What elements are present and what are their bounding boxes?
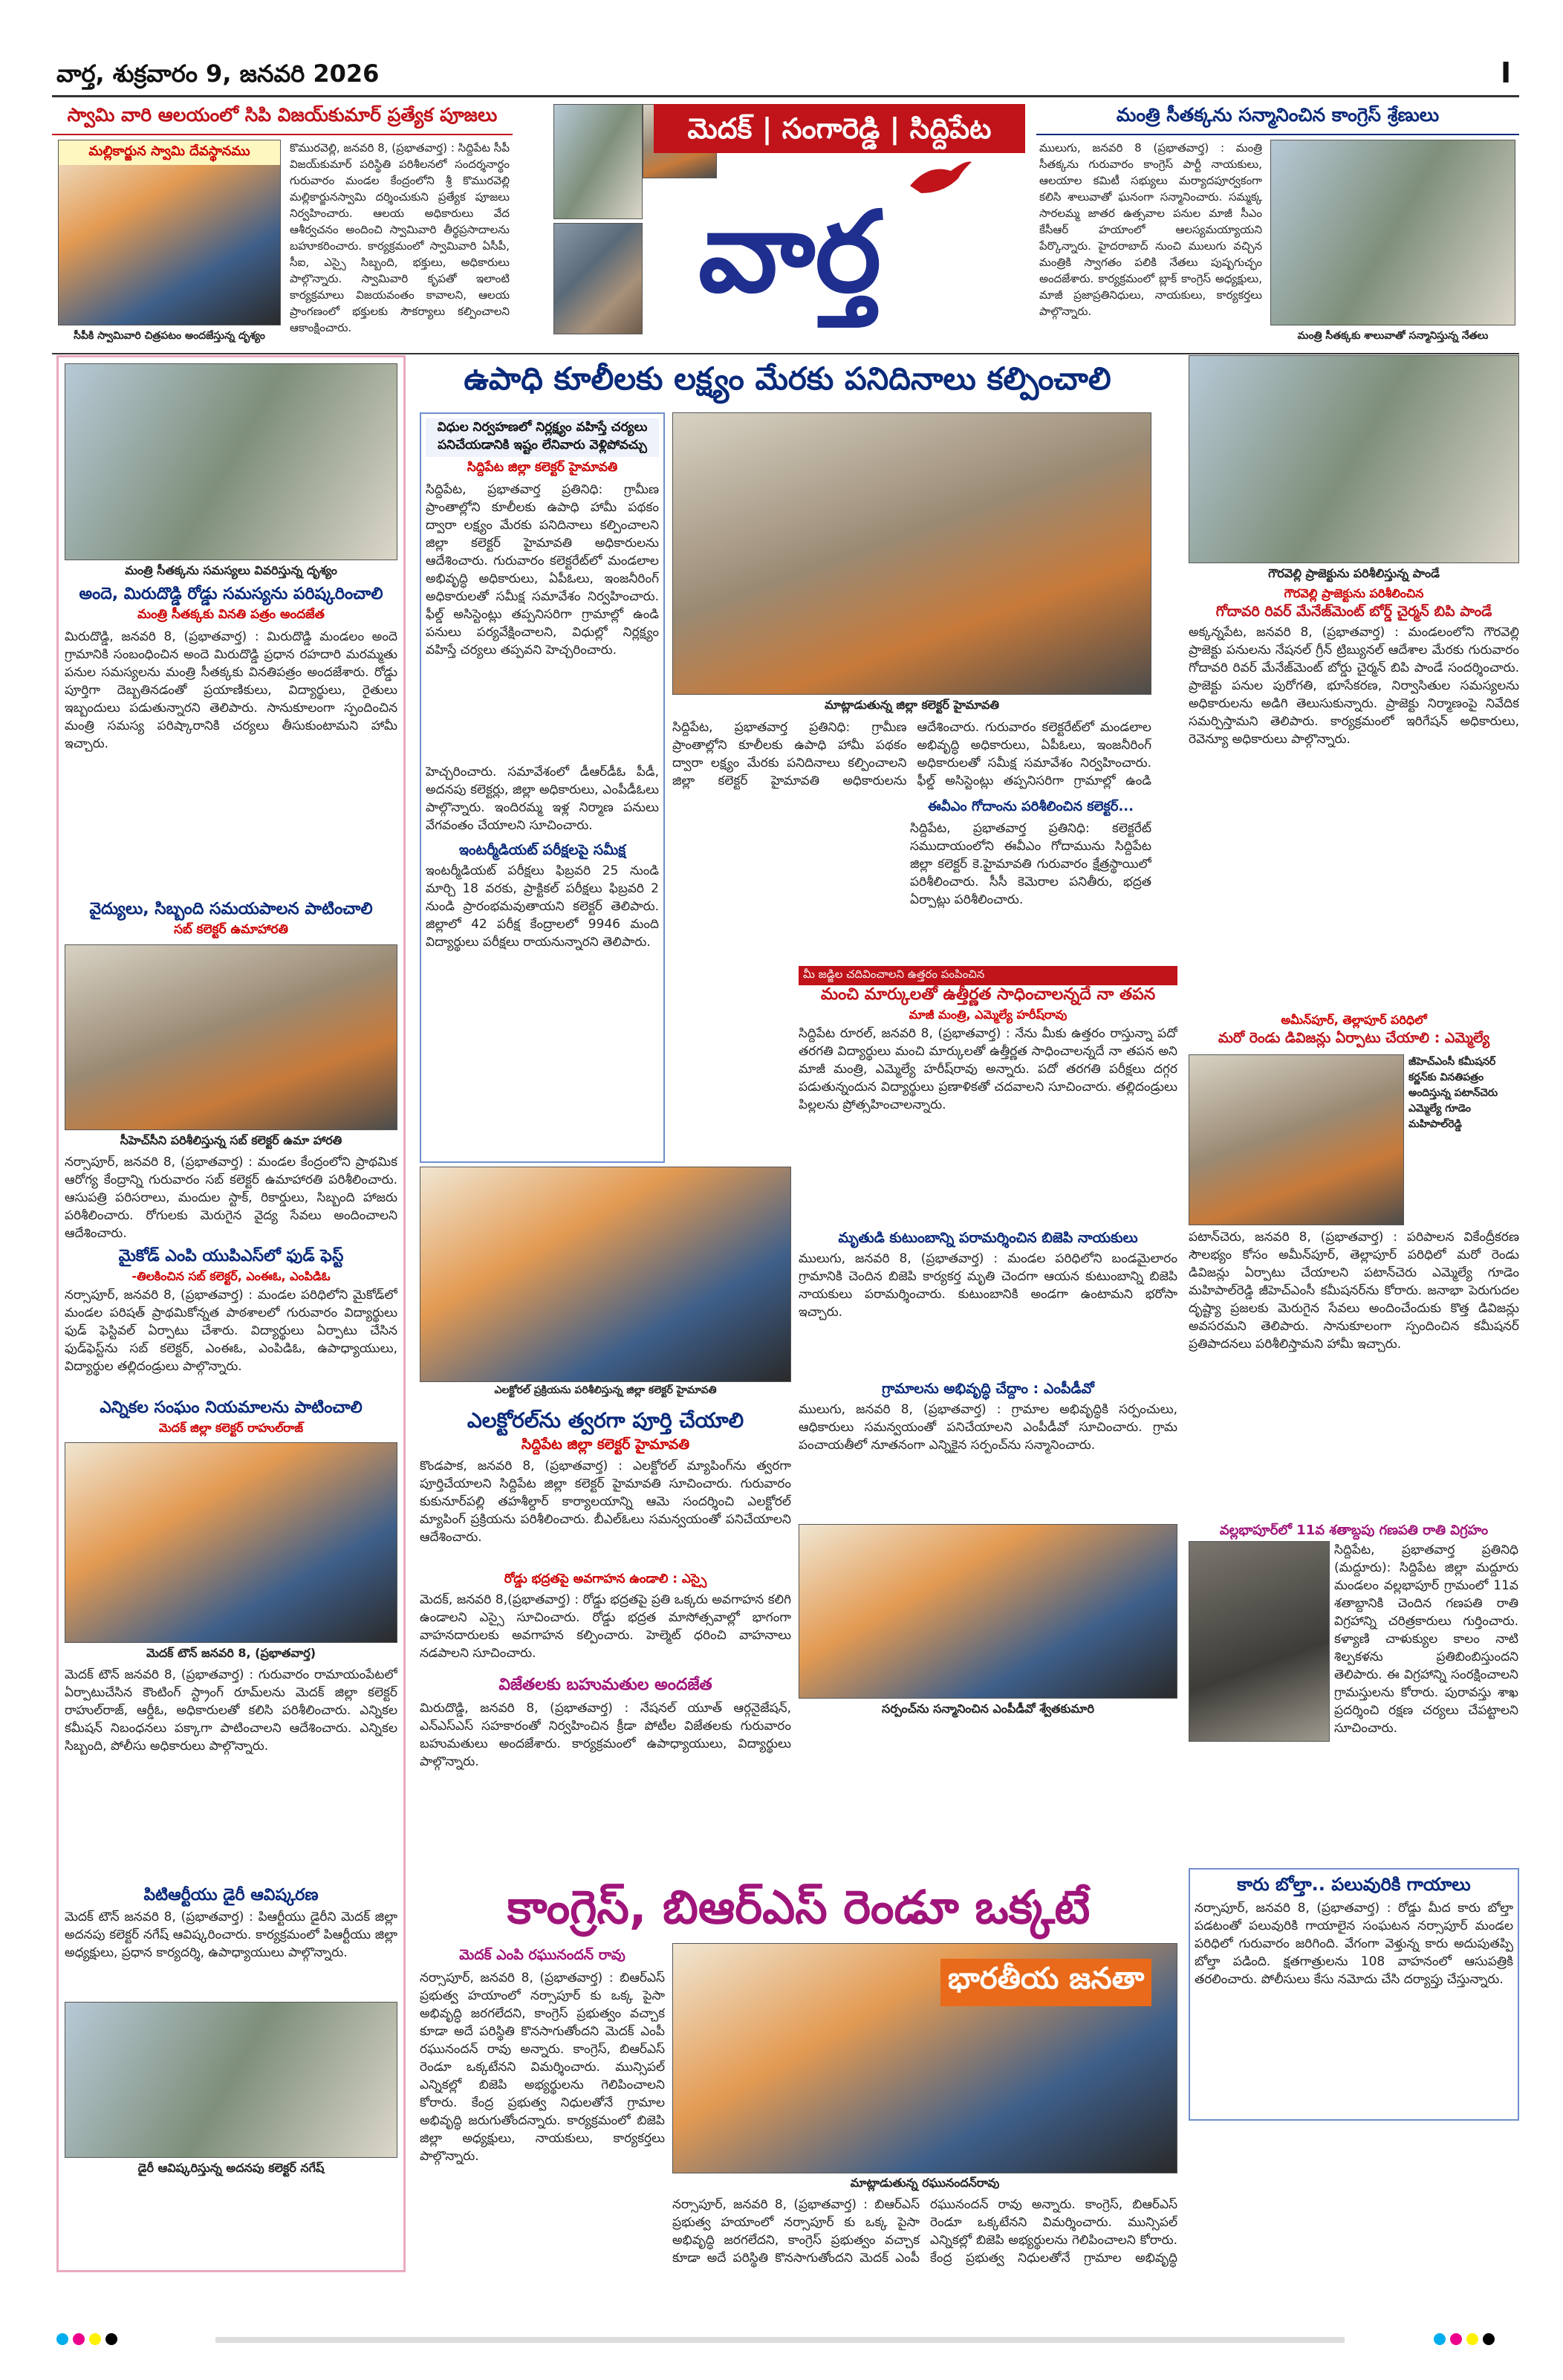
masthead-bottom-rule (52, 353, 1519, 354)
dateline: వార్త, శుక్రవారం 9, జనవరి 2026 (56, 59, 380, 88)
electoral-photo (420, 1167, 791, 1382)
bottom-subhead: మెదక్ ఎంపి రఘునందన్ రావు (459, 1947, 625, 1963)
caption: సీపీకి స్వామివారి చిత్రపటం అందజేస్తున్న దృశ్యం (74, 330, 265, 342)
caption: మెదక్ టౌన్ జనవరి 8, (ప్రభాతవార్త) (146, 1646, 316, 1660)
middle-right-column (799, 966, 1177, 1872)
boxed-story (420, 412, 665, 1163)
story-body: సిద్దిపేట, ప్రభాతవార్త ప్రతినిధి: కలెక్టరేట్ సముదాయంలోని ఈవీఎం గోదామును సిద్దిపేట జిల్లా కలెక్టర్ కె.హైమావతి గురువారం క్షేత్రస్థాయిలో పరిశీలించారు. సీసీ కెమెరాల పనితీరు, భద్రత ఏర్పాట్లు పరిశీలించారు. (910, 821, 1151, 907)
bottom-body: నర్సాపూర్, జనవరి 8, (ప్రభాతవార్త) : బిఆర్ఎస్ ప్రభుత్వ హయాంలో నర్సాపూర్ కు ఒక్క పైసా అభివృద్ధి జరగలేదని, కాంగ్రెస్ ప్రభుత్వం వచ్చాక కూడా అదే పరిస్థితి కొనసాగుతోందని మెదక్ ఎంపీ రఘునందన్ రావు అన్నారు. కాంగ్రెస్, బిఆర్ఎస్ రెండూ ఒక్కటేనని విమర్శించారు. మున్సిపల్ ఎన్నికల్లో బిజెపి అభ్యర్థులను గెలిపించాలని కోరారు. కేంద్ర ప్రభుత్వ నిధులతోనే గ్రామాల అభివృద్ధి జరుగుతోందన్నారు. కార్యక్రమంలో బిజెపి జిల్లా అధ్యక్షులు, నాయకులు, కార్యకర్తలు పాల్గొన్నారు. (420, 1971, 665, 2164)
caption: సీహెచ్‌సీని పరిశీలిస్తున్న సబ్ కలెక్టర్ ఉమా హారతి (120, 1133, 342, 1147)
story-body: మెదక్ టౌన్ జనవరి 8, (ప్రభాతవార్త) : గురువారం రామాయంపేటలో ఏర్పాటుచేసిన కౌంటింగ్ స్ట్రాంగ్ రూమ్‌లను మెదక్ జిల్లా కలెక్టర్ రాహుల్‌రాజ్, ఆర్డీఓ, అధికారులతో కలిసి పరిశీలించారు. ఎన్నికల కమీషన్ నిబంధనలు పక్కాగా పాటించాలని ఆదేశించారు. ఎన్నికల సిబ్బంది, పోలీసు అధికారులు పాల్గొన్నారు. (65, 1667, 397, 1754)
story-body: సిద్దిపేట రూరల్, జనవరి 8, (ప్రభాతవార్త) : నేను మీకు ఉత్తరం రాస్తున్నా పదో తరగతి విద్యార్థులు మంచి మార్కులతో ఉత్తీర్ణత సాధించాలన్నదే నా తపన అని మాజీ మంత్రి, ఎమ్మెల్యే హరీష్‌రావు అన్నారు. పదో తరగతి పరీక్షలు దగ్గర పడుతున్నందున విద్యార్థులు ప్రణాళికతో చదవాలని సూచించారు. తల్లిదండ్రులు పిల్లలను ప్రోత్సహించాలన్నారు. (799, 1026, 1177, 1112)
registration-marks-right (1434, 2333, 1495, 2345)
caption: మాట్లాడుతున్న జిల్లా కలెక్టర్ హైమావతి (824, 698, 1000, 712)
left-photo-1 (65, 363, 397, 560)
headline: స్వామి వారి ఆలయంలో సిపి విజయ్‌కుమార్ ప్రత్యేక పూజలు (52, 104, 513, 135)
bjp-meeting-photo (672, 1943, 1177, 2173)
story-headline: గ్రామాలను అభివృద్ధి చేద్దాం : ఎంపీడీవో (882, 1381, 1094, 1397)
story-body: కొండపాక, జనవరి 8, (ప్రభాతవార్త) : ఎలక్టోరల్ మ్యాపింగ్‌ను త్వరగా పూర్తిచేయాలని సిద్దిపేట జిల్లా కలెక్టర్ హైమావతి సూచించారు. గురువారం కుకునూర్‌పల్లి తహశీల్దార్ కార్యాలయాన్ని ఆమె సందర్శించి ఎలక్టోరల్ మ్యాపింగ్ ప్రక్రియను పరిశీలించారు. బీఎల్‌ఓలు సమన్వయంతో పనిచేయాలని ఆదేశించారు. (420, 1459, 791, 1545)
story-body: నర్సాపూర్, జనవరి 8, (ప్రభాతవార్త) : మండల పరిధిలోని మైకోడ్‌లో మండల పరిషత్ ప్రాథమికోన్నత పాఠశాలలో గురువారం విద్యార్థులు ఫుడ్ ఫెస్టివల్ ఏర్పాటు చేశారు. విద్యార్థులు ఏర్పాటు చేసిన ఫుడ్‌ఫెస్ట్‌ను సబ్ కలెక్టర్, ఎంఈఓ, ఎంపిడిఓ, ఉపాధ్యాయులు, విద్యార్థుల తల్లిదండ్రులు పాల్గొన్నారు. (65, 1288, 397, 1374)
statue-row (1189, 1541, 1519, 1742)
sarpanch-photo (799, 1524, 1177, 1699)
left-photo-4 (65, 2002, 397, 2158)
caption: డైరీ ఆవిష్కరిస్తున్న అదనపు కలెక్టర్ నగేష్ (137, 2161, 325, 2175)
main-headline: ఉపాధి కూలీలకు లక్ష్యం మేరకు పనిదినాలు కల్పించాలి (464, 360, 1111, 397)
mla-photo (1189, 1054, 1404, 1225)
collector-meeting-photo (672, 412, 1151, 695)
edition-photo-1 (553, 104, 643, 219)
story-body: పటాన్‌చెరు, జనవరి 8, (ప్రభాతవార్త) : పరిపాలన వికేంద్రీకరణ సౌలభ్యం కోసం అమీన్‌పూర్, తెల్లాపూర్ పరిధిలో మరో రెండు డివిజన్లు ఏర్పాటు చేయాలని పటాన్‌చెరు ఎమ్మెల్యే గూడెం మహిపాల్‌రెడ్డి జీహెచ్‌ఎంసీ కమీషనర్‌ను కోరారు. జనాభా పెరుగుదల దృష్ట్యా ప్రజలకు మెరుగైన సేవలు అందించేందుకు కొత్త డివిజన్లు అవసరమని తెలిపారు. సానుకూలంగా స్పందించిన కమీషనర్ ప్రతిపాదనలు పరిశీలిస్తామని హామీ ఇచ్చారు. (1189, 1230, 1519, 1352)
story-headline: కారు బోల్తా.. పలువురికి గాయాలు (1237, 1874, 1471, 1895)
story-body: అక్కన్నపేట, జనవరి 8, (ప్రభాతవార్త) : మండలంలోని గౌరవెల్లి ప్రాజెక్టు పనులను నేషనల్ గ్రీన్ ట్రిబ్యునల్ ఆదేశాల మేరకు గురువారం గోదావరి రివర్ మేనేజ్‌మెంట్ బోర్డు చైర్మన్ బిపి పాండే సందర్శించారు. ప్రాజెక్టు పనుల పురోగతి, భూసేకరణ, నిర్వాసితుల సమస్యలను అధికారులను అడిగి తెలుసుకున్నారు. ప్రాజెక్టు నిర్మాణంపై నివేదిక సమర్పిస్తామని తెలిపారు. కార్యక్రమంలో ఇరిగేషన్ అధికారులు, రెవెన్యూ అధికారులు పాల్గొన్నారు. (1189, 625, 1519, 747)
story-body: ఇంటర్మీడియట్ పరీక్షలు ఫిబ్రవరి 25 నుండి మార్చి 18 వరకు, ప్రాక్టికల్ పరీక్షలు ఫిబ్రవరి 2 నుండి ప్రారంభమవుతాయని కలెక్టర్ తెలిపారు. జిల్లాలో 42 పరీక్ష కేంద్రాలలో 9946 మంది విద్యార్థులు పరీక్షలు రాయనున్నారని తెలిపారు. (426, 863, 659, 950)
story-subhead: మంత్రి సీతక్కకు వినతి పత్రం అందజేత (137, 607, 325, 622)
left-photo-2 (65, 944, 397, 1130)
logo-text: వార్త (698, 188, 882, 317)
story-headline: ఎలక్టోరల్‌ను త్వరగా పూర్తి చేయాలి (467, 1408, 744, 1433)
left-column (56, 355, 406, 2272)
caption: సర్పంచ్‌ను సన్మానించిన ఎంపీడీవో శ్వేతకుమారి (882, 1702, 1094, 1716)
story-subhead: మెదక్ జిల్లా కలెక్టర్ రాహుల్‌రాజ్ (158, 1421, 304, 1435)
caption: గౌరవెల్లి ప్రాజెక్టును పరిశీలిస్తున్న పాండే (1268, 566, 1440, 580)
bottom-body-2: నర్సాపూర్, జనవరి 8, (ప్రభాతవార్త) : బిఆర్ఎస్ ప్రభుత్వ హయాంలో నర్సాపూర్ కు ఒక్క పైసా అభివృద్ధి జరగలేదని, కాంగ్రెస్ ప్రభుత్వం వచ్చాక కూడా అదే పరిస్థితి కొనసాగుతోందని మెదక్ ఎంపీ రఘునందన్ రావు అన్నారు. కాంగ్రెస్, బిఆర్ఎస్ రెండూ ఒక్కటేనని విమర్శించారు. మున్సిపల్ ఎన్నికల్లో బిజెపి అభ్యర్థులను గెలిపించాలని కోరారు. కేంద్ర ప్రభుత్వ నిధులతోనే గ్రామాల అభివృద్ధి (672, 2197, 1177, 2266)
story-headline: మృతుడి కుటుంబాన్ని పరామర్శించిన బిజెపి నాయకులు (838, 1230, 1138, 1246)
caption: మంత్రి సీతక్కను సమస్యలు వివరిస్తున్న దృశ్యం (125, 563, 337, 577)
box-body: సిద్దిపేట, ప్రభాతవార్త ప్రతినిధి: గ్రామీణ ప్రాంతాల్లోని కూలీలకు ఉపాధి హామీ పథకం ద్వారా లక్ష్యం మేరకు పనిదినాలు కల్పించాలని జిల్లా కలెక్టర్ హైమావతి అధికారులను ఆదేశించారు. గురువారం కలెక్టరేట్‌లో మండలాల అభివృద్ధి అధికారులు, ఏపీఓలు, ఇంజనీరింగ్ అధికారులతో సమీక్ష సమావేశం నిర్వహించారు. ఫీల్డ్ అసిస్టెంట్లు తప్పనిసరిగా గ్రామాల్లో ఉండి పనులు పర్యవేక్షించాలని, విధుల్లో నిర్లక్ష్యం వహిస్తే చర్యలు తప్పవని హెచ్చరించారు. (426, 482, 659, 658)
story-headline: ఎన్నికల సంఘం నియమాలను పాటించాలి (100, 1398, 363, 1417)
accident-box (1189, 1868, 1519, 2121)
masthead-rule (52, 95, 1519, 97)
story-kicker: మీ జడ్జిల చదివించాలని ఉత్తరం పంపించిన (799, 966, 1177, 985)
body: కొమురవెల్లి, జనవరి 8, (ప్రభాతవార్త) : సిద్దిపేట సీపీ విజయ్‌కుమార్ పరిస్థితి పరిశీలనలో సందర్శనార్థం గురువారం మండల కేంద్రంలోని శ్రీ కొమురవెల్లి మల్లికార్జునస్వామి దర్శించుకుని ప్రత్యేక పూజలు నిర్వహించారు. ఆలయ అధికారులు వేద ఆశీర్వచనం అందించి స్వామివారి తీర్థప్రసాదాలను బహూకరించారు. కార్యక్రమంలో స్వామివారి ఏసీపీ, సీఐ, ఎస్సై సిబ్బంది, భక్తులు, అధికారులు పాల్గొన్నారు. స్వామివారి కృపతో ఇలాంటి కార్యక్రమాలు విజయవంతం కావాలని, ఆలయ ప్రాంగణంలో భక్తులకు సౌకర్యాలు కల్పించాలని ఆకాంక్షించారు. (290, 141, 510, 334)
top-right-story (1036, 104, 1519, 353)
photo-caption: జీహెచ్‌ఎంసీ కమీషనర్ కర్ణన్‌కు వినతిపత్రం అందిస్తున్న పటాన్‌చెరు ఎమ్మెల్యే గూడెం మహిపాల్‌రెడ్డి (1408, 1056, 1498, 1130)
story-headline: గోదావరి రివర్ మేనేజ్‌మెంట్ బోర్డ్ చైర్మన్ బిపి పాండే (1215, 603, 1492, 620)
banner: మల్లికార్జున స్వామి దేవస్థానము (59, 140, 280, 165)
story-kicker: అమీన్‌పూర్, తెల్లాపూర్ పరిధిలో (1281, 1013, 1427, 1027)
story-body: ములుగు, జనవరి 8, (ప్రభాతవార్త) : గ్రామాల అభివృద్ధికి సర్పంచులు, ఆధికారులు సమన్వయంతో పనిచేయాలని ఎంపీడీవో సూచించారు. గ్రామ పంచాయతీలో నూతనంగా ఎన్నికైన సర్పంచ్‌ను సన్మానించారు. (799, 1402, 1177, 1453)
story-headline: వైద్యులు, సిబ్బంది సమయపాలన పాటించాలి (89, 900, 373, 918)
body: ములుగు, జనవరి 8 (ప్రభాతవార్త) : మంత్రి సీతక్కను గురువారం కాంగ్రెస్ పార్టీ నాయకులు, ఆలయాల కమిటీ సభ్యులు మర్యాదపూర్వకంగా కలిసి శాలువాతో ఘనంగా సన్మానించారు. సమ్మక్క సారలమ్మ జాతర ఉత్సవాల పనుల మాజీ సీఎం కేసీఆర్ హయాంలో ఆలస్యమయ్యాయని పేర్కొన్నారు. హైదరాబాద్ నుంచి ములుగు వచ్చిన మంత్రికి స్వాగతం పలికి నేతలు పుష్పగుచ్ఛం అందజేశారు. కార్యక్రమంలో బ్లాక్ కాంగ్రెస్ అధ్యక్షులు, మాజీ ప్రజాప్రతినిధులు, నాయకులు, కార్యకర్తలు పాల్గొన్నారు. (1039, 141, 1262, 318)
story-subhead: రోడ్డు భద్రతపై అవగాహన ఉండాలి : ఎస్సై (504, 1572, 707, 1586)
story-headline: అందె, మిరుదొడ్డి రోడ్డు సమస్యను పరిష్కరించాలి (79, 585, 383, 603)
photo-row (1189, 1054, 1519, 1225)
story-subhead: సిద్దిపేట జిల్లా కలెక్టర్ హైమావతి (521, 1436, 690, 1453)
story-body: మిరుదొడ్డి, జనవరి 8, (ప్రభాతవార్త) : మిరుదొడ్డి మండలం అందె గ్రామానికి సంబంధించిన అందె మిరుదొడ్డి ప్రధాన రహదారి మరమ్మతు పనుల సమస్యలను మంత్రి సీతక్కకు వినతిపత్రం అందజేశారు. రోడ్డు పూర్తిగా దెబ్బతినడంతో ప్రయాణికులు, విద్యార్థులు, రైతులు ఇబ్బందులు పడుతున్నారని తెలిపారు. సానుకూలంగా స్పందించిన మంత్రి సమస్య పరిష్కారానికి చర్యలు తీసుకుంటామని హామీ ఇచ్చారు. (65, 629, 397, 751)
story-kicker: గౌరవెల్లి ప్రాజెక్టును పరిశీలించిన (1284, 586, 1424, 600)
story-subhead: మాజీ మంత్రి, ఎమ్మెల్యే హరీష్‌రావు (909, 1008, 1068, 1022)
project-photo (1189, 355, 1519, 563)
minister-photo (1270, 140, 1515, 325)
story-subhead: సబ్ కలెక్టర్ ఉమాహారతి (174, 922, 288, 937)
registration-bar (215, 2337, 1345, 2343)
story-subhead: -తిలకించిన సబ్ కలెక్టర్, ఎంఈఓ, ఎంపిడిఓ (131, 1269, 331, 1283)
caption: మంత్రి సీతక్కకు శాలువాతో సన్మానిస్తున్న నేతలు (1297, 330, 1489, 342)
bottom-headline: కాంగ్రెస్, బిఆర్ఎస్ రెండూ ఒక్కటే (507, 1880, 1091, 1934)
top-left-story (52, 104, 513, 353)
story-body: సిద్దిపేట, ప్రభాతవార్త ప్రతినిధి (మద్దూరు): సిద్దిపేట జిల్లా మద్దూరు మండలం వల్లభాపూర్ గ్రామంలో 11వ శతాబ్దానికి చెందిన గణపతి రాతి విగ్రహాన్ని చరిత్రకారులు గుర్తించారు. కళ్యాణి చాళుక్యుల కాలం నాటి శిల్పకళను ప్రతిబింబిస్తుందని తెలిపారు. ఈ విగ్రహాన్ని సంరక్షించాలని గ్రామస్తులను కోరారు. పురావస్తు శాఖ ప్రదర్శించి రక్షణ చర్యలు చేపట్టాలని సూచించారు. (1334, 1543, 1518, 1736)
box-headline: విధుల నిర్వహణలో నిర్లక్ష్యం వహిస్తే చర్యలు పనిచేయడానికి ఇష్టం లేనివారు వెళ్లిపోవచ్చు (426, 418, 659, 457)
edition-band: మెదక్ | సంగారెడ్డి | సిద్దిపేట (654, 104, 1025, 153)
story-body: నర్సాపూర్, జనవరి 8, (ప్రభాతవార్త) : మండల కేంద్రంలోని ప్రాథమిక ఆరోగ్య కేంద్రాన్ని గురువారం సబ్ కలెక్టర్ ఉమాహారతి పరిశీలించారు. ఆసుపత్రి పరిసరాలు, మందుల స్టాక్, రికార్డులు, సిబ్బంది హాజరు పరిశీలించారు. రోగులకు మెరుగైన వైద్య సేవలు అందించాలని ఆదేశించారు. (65, 1155, 397, 1241)
story-body: మిరుదొడ్డి, జనవరి 8, (ప్రభాతవార్త) : నేషనల్ యూత్ ఆర్గనైజేషన్, ఎన్ఎస్ఎస్ సహకారంతో నిర్వహించిన క్రీడా పోటీల విజేతలకు గురువారం బహుమతులు అందజేశారు. కార్యక్రమంలో ఉపాధ్యాయులు, విద్యార్థులు పాల్గొన్నారు. (420, 1701, 791, 1769)
logo (669, 156, 1018, 334)
story-body: సిద్దిపేట, ప్రభాతవార్త ప్రతినిధి: గ్రామీణ ప్రాంతాల్లోని కూలీలకు ఉపాధి హామీ పథకం ద్వారా లక్ష్యం మేరకు పనిదినాలు కల్పించాలని జిల్లా కలెక్టర్ హైమావతి అధికారులను ఆదేశించారు. గురువారం కలెక్టరేట్‌లో మండలాల అభివృద్ధి అధికారులు, ఏపీఓలు, ఇంజనీరింగ్ అధికారులతో సమీక్ష సమావేశం నిర్వహించారు. ఫీల్డ్ అసిస్టెంట్లు తప్పనిసరిగా గ్రామాల్లో ఉండి (672, 720, 1151, 788)
story-body: మెదక్ టౌన్ జనవరి 8, (ప్రభాతవార్త) : పిఆర్టీయు డైరీని మెదక్ జిల్లా అదనపు కలెక్టర్ నగేష్ ఆవిష్కరించారు. కార్యక్రమంలో పిఆర్టీయు జిల్లా అధ్యక్షులు, ప్రధాన కార్యదర్శి, ఉపాధ్యాయులు పాల్గొన్నారు. (65, 1910, 397, 1960)
photo-banner: భారతీయ జనతా (940, 1959, 1151, 2006)
ganapati-statue-photo (1189, 1541, 1330, 1742)
caption: ఎలక్టోరల్ ప్రక్రియను పరిశీలిస్తున్న జిల్లా కలెక్టర్ హైమావతి (494, 1384, 717, 1396)
box-subhead: సిద్దిపేట జిల్లా కలెక్టర్ హైమావతి (467, 460, 618, 475)
story-headline: మంచి మార్కులతో ఉత్తీర్ణత సాధించాలన్నదే నా తపన (820, 985, 1156, 1004)
registration-marks-left (56, 2333, 117, 2345)
story-headline: వల్లభాపూర్‌లో 11వ శతాబ్దపు గణపతి రాతి విగ్రహం (1219, 1523, 1489, 1538)
story-headline: పిటిఆర్టీయు డైరీ ఆవిష్కరణ (143, 1886, 319, 1904)
story-headline: ఈవీఎం గోదాంను పరిశీలించిన కలెక్టర్... (928, 799, 1134, 814)
right-column (1189, 355, 1519, 2272)
story-body: నర్సాపూర్, జనవరి 8, (ప్రభాతవార్త) : రోడ్డు మీద కారు బోల్తా పడటంతో పలువురికి గాయాలైన సంఘటన నర్సాపూర్ మండల పరిధిలో గురువారం జరిగింది. వేగంగా వెళ్తున్న కారు అదుపుతప్పి బోల్తా పడింది. క్షతగాత్రులను 108 వాహనంలో ఆసుపత్రికి తరలించారు. పోలీసులు కేసు నమోదు చేసి దర్యాప్తు చేస్తున్నారు. (1195, 1901, 1513, 1987)
box-body-2: హెచ్చరించారు. సమావేశంలో డీఆర్‌డీఓ పీడీ, అదనపు కలెక్టర్లు, జిల్లా అధికారులు, ఎంపీడీఓలు పాల్గొన్నారు. ఇందిరమ్మ ఇళ్ల నిర్మాణ పనులు వేగవంతం చేయాలని సూచించారు. (426, 765, 659, 833)
caption: మాట్లాడుతున్న రఘునందన్‌రావు (850, 2176, 1000, 2190)
story-headline: విజేతలకు బహుమతుల అందజేత (498, 1676, 712, 1694)
story-headline: మైకోడ్ ఎంపి యుపిఎస్‌లో ఫుడ్ ఫెస్ట్ (118, 1247, 344, 1265)
temple-photo (58, 140, 281, 325)
page-number: I (1501, 56, 1512, 89)
edition-photo-2 (553, 223, 643, 334)
left-photo-3 (65, 1442, 397, 1643)
story-headline: మరో రెండు డివిజన్లు ఏర్పాటు చేయాలి : ఎమ్మెల్యే (1218, 1030, 1490, 1046)
headline: మంత్రి సీతక్కను సన్మానించిన కాంగ్రెస్ శ్రేణులు (1036, 104, 1519, 135)
story-headline: ఇంటర్మీడియట్ పరీక్షలపై సమీక్ష (458, 842, 626, 858)
dove-icon (906, 156, 973, 201)
story-body: మెదక్, జనవరి 8,(ప్రభాతవార్త) : రోడ్డు భద్రతపై ప్రతి ఒక్కరు అవగాహన కలిగి ఉండాలని ఎస్సై సూచించారు. రోడ్డు భద్రత మాసోత్సవాల్లో భాగంగా వాహనదారులకు అవగాహన కల్పించారు. హెల్మెట్ ధరించి వాహనాలు నడపాలని సూచించారు. (420, 1592, 791, 1661)
story-body: ములుగు, జనవరి 8, (ప్రభాతవార్త) : మండల పరిధిలోని బండమైలారం గ్రామానికి చెందిన బిజెపి కార్యకర్త మృతి చెందగా ఆయన కుటుంబాన్ని బిజెపి నాయకులు పరామర్శించారు. కుటుంబానికి అండగా ఉంటామని భరోసా ఇచ్చారు. (799, 1251, 1177, 1320)
